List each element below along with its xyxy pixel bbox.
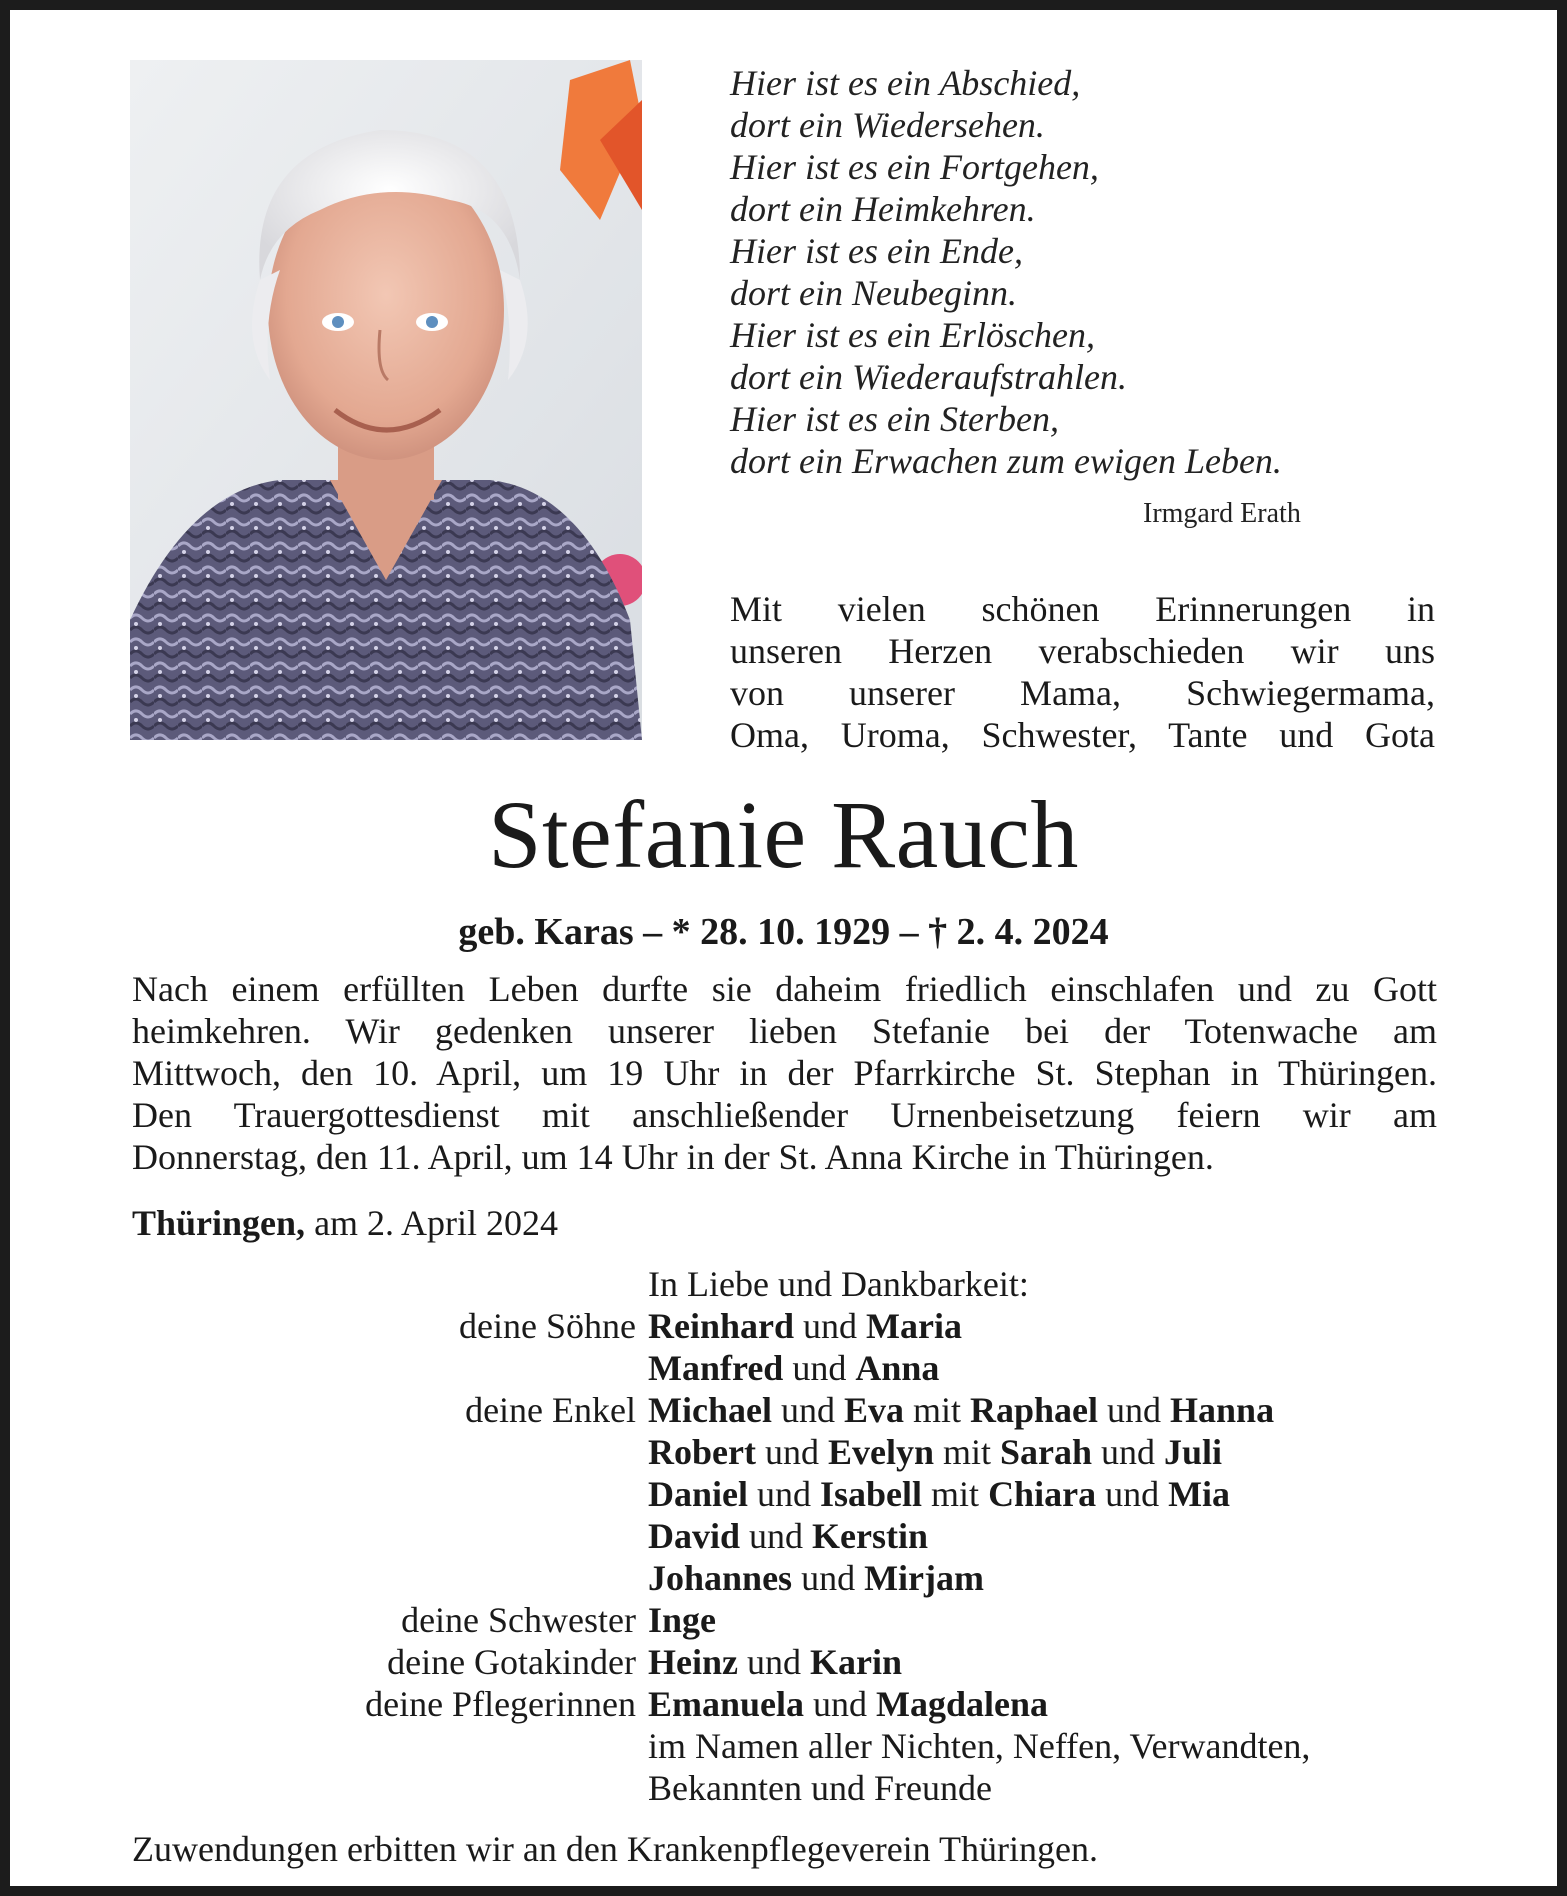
family-connector: und: [737, 1642, 810, 1682]
poem-line: Hier ist es ein Sterben,: [730, 399, 1059, 439]
life-dates: geb. Karas – * 28. 10. 1929 – † 2. 4. 2024: [458, 911, 1109, 953]
announcement-line: Den Trauergottesdienst mit anschließender Urnenbeisetzung feiern wir am: [132, 1095, 1437, 1135]
poem-author: Irmgard Erath: [1143, 498, 1301, 529]
family-row: [132, 1515, 1452, 1557]
intro-line: Oma, Uroma, Schwester, Tante und Gota: [730, 715, 1435, 755]
place: Thüringen,: [132, 1203, 306, 1243]
family-member-name: Mirjam: [864, 1558, 984, 1598]
announcement-line: Donnerstag, den 11. April, um 14 Uhr in der St. Anna Kirche in Thüringen.: [132, 1137, 1214, 1177]
family-names: [648, 1767, 992, 1809]
announcement-line: Nach einem erfüllten Leben durfte sie daheim friedlich einschlafen und zu Gott: [132, 969, 1437, 1009]
family-row: [132, 1683, 1452, 1725]
family-row: [132, 1557, 1452, 1599]
family-member-name: Anna: [855, 1348, 940, 1388]
intro-line: Mit vielen schönen Erinnerungen in: [730, 589, 1435, 629]
family-row: [132, 1641, 1452, 1683]
family-role: [132, 1431, 648, 1473]
family-heading: In Liebe und Dankbarkeit:: [648, 1264, 1029, 1304]
family-role: deine Pflegerinnen: [365, 1684, 636, 1724]
family-row: [132, 1347, 1452, 1389]
family-member-name: Isabell: [820, 1474, 923, 1514]
family-row: [132, 1767, 1452, 1809]
family-names: [648, 1515, 928, 1557]
family-role: [132, 1515, 648, 1557]
family-connector: und: [771, 1390, 844, 1430]
family-role: [132, 1473, 648, 1515]
poem-line: dort ein Heimkehren.: [730, 189, 1036, 229]
family-member-name: Kerstin: [812, 1516, 929, 1556]
poem-line: dort ein Erwachen zum ewigen Leben.: [730, 441, 1282, 481]
family-row: [132, 1599, 1452, 1641]
announcement-paragraph: [132, 968, 1437, 1178]
family-names: [648, 1389, 1274, 1431]
deceased-name: Stefanie Rauch: [488, 781, 1079, 888]
family-member-name: Heinz: [648, 1642, 738, 1682]
family-role: [132, 1767, 648, 1809]
poem: [730, 62, 1370, 482]
family-connector: und: [1096, 1474, 1169, 1514]
family-member-name: Robert: [648, 1432, 756, 1472]
place-date: [132, 1202, 558, 1244]
poem-line: Hier ist es ein Fortgehen,: [730, 147, 1099, 187]
family-role: deine Söhne: [459, 1306, 636, 1346]
family-member-name: Hanna: [1170, 1390, 1275, 1430]
family-member-name: Evelyn: [827, 1432, 934, 1472]
announcement-line: heimkehren. Wir gedenken unserer lieben Stefanie bei der Totenwache am: [132, 1011, 1437, 1051]
family-connector: und: [1098, 1390, 1171, 1430]
family-connector: und: [794, 1306, 867, 1346]
poem-line: Hier ist es ein Ende,: [730, 231, 1023, 271]
family-row: [132, 1725, 1452, 1767]
family-member-name: Chiara: [988, 1474, 1097, 1514]
poem-line: dort ein Wiedersehen.: [730, 105, 1045, 145]
family-names: [648, 1473, 1230, 1515]
poem-line: dort ein Neubeginn.: [730, 273, 1017, 313]
family-connector: Bekannten und Freunde: [648, 1768, 992, 1808]
family-connector: mit: [933, 1432, 1000, 1472]
family-member-name: Michael: [648, 1390, 772, 1430]
poem-line: dort ein Wiederaufstrahlen.: [730, 357, 1127, 397]
family-names: [648, 1599, 716, 1641]
family-member-name: Eva: [843, 1390, 904, 1430]
portrait-photo: [130, 60, 642, 740]
family-connector: mit: [903, 1390, 970, 1430]
family-member-name: Karin: [809, 1642, 902, 1682]
family-member-name: Raphael: [970, 1390, 1099, 1430]
family-member-name: Daniel: [648, 1474, 749, 1514]
poem-line: Hier ist es ein Abschied,: [730, 63, 1081, 103]
family-names: [648, 1347, 939, 1389]
intro-paragraph: [730, 588, 1435, 756]
family-connector: und: [755, 1432, 828, 1472]
family-member-name: Magdalena: [876, 1684, 1049, 1724]
date: am 2. April 2024: [314, 1203, 559, 1243]
family-names: [648, 1431, 1222, 1473]
family-row: [132, 1389, 1452, 1431]
intro-line: unseren Herzen verabschieden wir uns: [730, 631, 1435, 671]
family-member-name: Reinhard: [648, 1306, 795, 1346]
family-member-name: Mia: [1168, 1474, 1231, 1514]
intro-line: von unserer Mama, Schwiegermama,: [730, 673, 1435, 713]
family-role: [132, 1347, 648, 1389]
family-role: [132, 1557, 648, 1599]
family-role: deine Schwester: [401, 1600, 636, 1640]
family-connector: und: [792, 1558, 865, 1598]
family-row: [132, 1431, 1452, 1473]
family-member-name: David: [648, 1516, 741, 1556]
family-connector: und: [740, 1516, 813, 1556]
family-rows: [132, 1305, 1452, 1809]
family-member-name: Manfred: [648, 1348, 784, 1388]
family-member-name: Emanuela: [648, 1684, 805, 1724]
family-names: [648, 1305, 962, 1347]
donation-note: Zuwendungen erbitten wir an den Krankenpflegeverein Thüringen.: [132, 1829, 1098, 1869]
family-role: deine Gotakinder: [387, 1642, 636, 1682]
poem-line: Hier ist es ein Erlöschen,: [730, 315, 1095, 355]
family-row: [132, 1305, 1452, 1347]
announcement-line: Mittwoch, den 10. April, um 19 Uhr in der Pfarrkirche St. Stephan in Thüringen.: [132, 1053, 1437, 1093]
portrait-image: [130, 60, 642, 740]
family-names: [648, 1557, 984, 1599]
family-connector: und: [783, 1348, 856, 1388]
family-role: [132, 1263, 648, 1305]
family-connector: und: [804, 1684, 877, 1724]
family-names: [648, 1683, 1048, 1725]
family-names: [648, 1725, 1310, 1767]
family-names: [648, 1641, 902, 1683]
family-member-name: Maria: [866, 1306, 962, 1346]
family-member-name: Johannes: [648, 1558, 793, 1598]
family-member-name: Inge: [648, 1600, 717, 1640]
family-member-name: Sarah: [1000, 1432, 1093, 1472]
family-connector: und: [748, 1474, 821, 1514]
family-heading-row: [132, 1263, 1452, 1305]
family-role: deine Enkel: [465, 1390, 636, 1430]
family-connector: im Namen aller Nichten, Neffen, Verwandten,: [648, 1726, 1311, 1766]
family-connector: mit: [922, 1474, 989, 1514]
family-role: [132, 1725, 648, 1767]
family-row: [132, 1473, 1452, 1515]
family-connector: und: [1092, 1432, 1165, 1472]
family-list: [132, 1263, 1452, 1809]
family-member-name: Juli: [1164, 1432, 1223, 1472]
